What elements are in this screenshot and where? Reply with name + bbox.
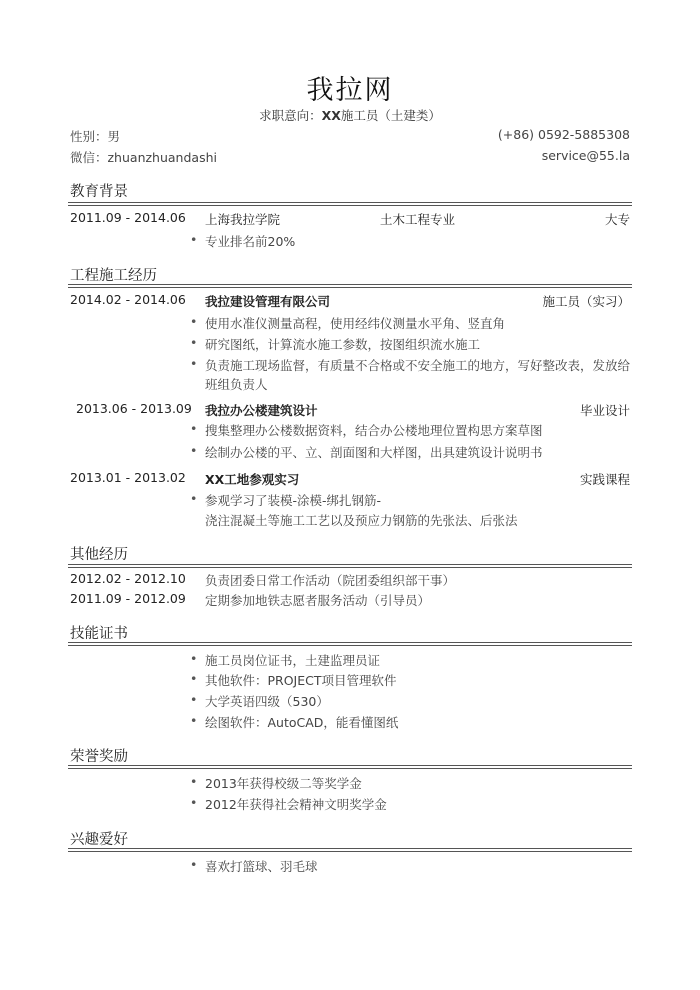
- section-divider: [68, 642, 632, 643]
- other-text: 定期参加地铁志愿者服务活动（引导员）: [205, 593, 431, 608]
- experience-date: 2013.06 - 2013.09: [76, 401, 192, 416]
- experience-org: 我拉建设管理有限公司: [205, 294, 331, 309]
- section-divider: [68, 284, 632, 285]
- list-item-continuation: 浇注混凝土等施工工艺以及预应力钢筋的先张法、后张法: [205, 513, 518, 528]
- experience-org: XX工地参观实习: [205, 472, 300, 487]
- section-divider: [68, 567, 632, 568]
- experience-role: 施工员（实习）: [542, 294, 630, 309]
- section-divider: [68, 202, 632, 203]
- list-item-continuation: 班组负责人: [205, 377, 268, 392]
- section-title-skills: 技能证书: [70, 626, 128, 642]
- wechat: 微信：zhuanzhuandashi: [70, 150, 217, 165]
- section-divider: [68, 645, 632, 646]
- section-divider: [68, 287, 632, 288]
- experience-org: 我拉办公楼建筑设计: [205, 403, 318, 418]
- experience-role: 毕业设计: [579, 403, 630, 418]
- job-intent: 求职意向：XX施工员（土建类）: [259, 108, 441, 123]
- section-title-experience: 工程施工经历: [70, 268, 157, 284]
- education-school: 上海我拉学院: [205, 212, 281, 227]
- section-divider: [68, 851, 632, 852]
- other-date: 2011.09 - 2012.09: [70, 591, 186, 606]
- section-divider: [68, 768, 632, 769]
- section-divider: [68, 848, 632, 849]
- resume-name: 我拉网: [306, 75, 394, 106]
- other-text: 负责团委日常工作活动（院团委组织部干事）: [205, 573, 456, 588]
- experience-date: 2014.02 - 2014.06: [70, 292, 186, 307]
- education-degree: 大专: [604, 212, 630, 227]
- other-date: 2012.02 - 2012.10: [70, 571, 186, 586]
- experience-date: 2013.01 - 2013.02: [70, 470, 186, 485]
- section-title-hobbies: 兴趣爱好: [70, 832, 128, 848]
- phone: (+86) 0592-5885308: [497, 127, 630, 142]
- experience-role: 实践课程: [579, 472, 630, 487]
- section-divider: [68, 205, 632, 206]
- section-divider: [68, 564, 632, 565]
- section-title-honors: 荣誉奖励: [70, 749, 128, 765]
- section-title-education: 教育背景: [70, 184, 128, 200]
- section-title-other: 其他经历: [70, 547, 128, 563]
- email: service@55.la: [541, 148, 630, 163]
- section-divider: [68, 765, 632, 766]
- education-major: 土木工程专业: [380, 212, 456, 227]
- gender: 性别：男: [70, 129, 121, 144]
- education-date: 2011.09 - 2014.06: [70, 210, 186, 225]
